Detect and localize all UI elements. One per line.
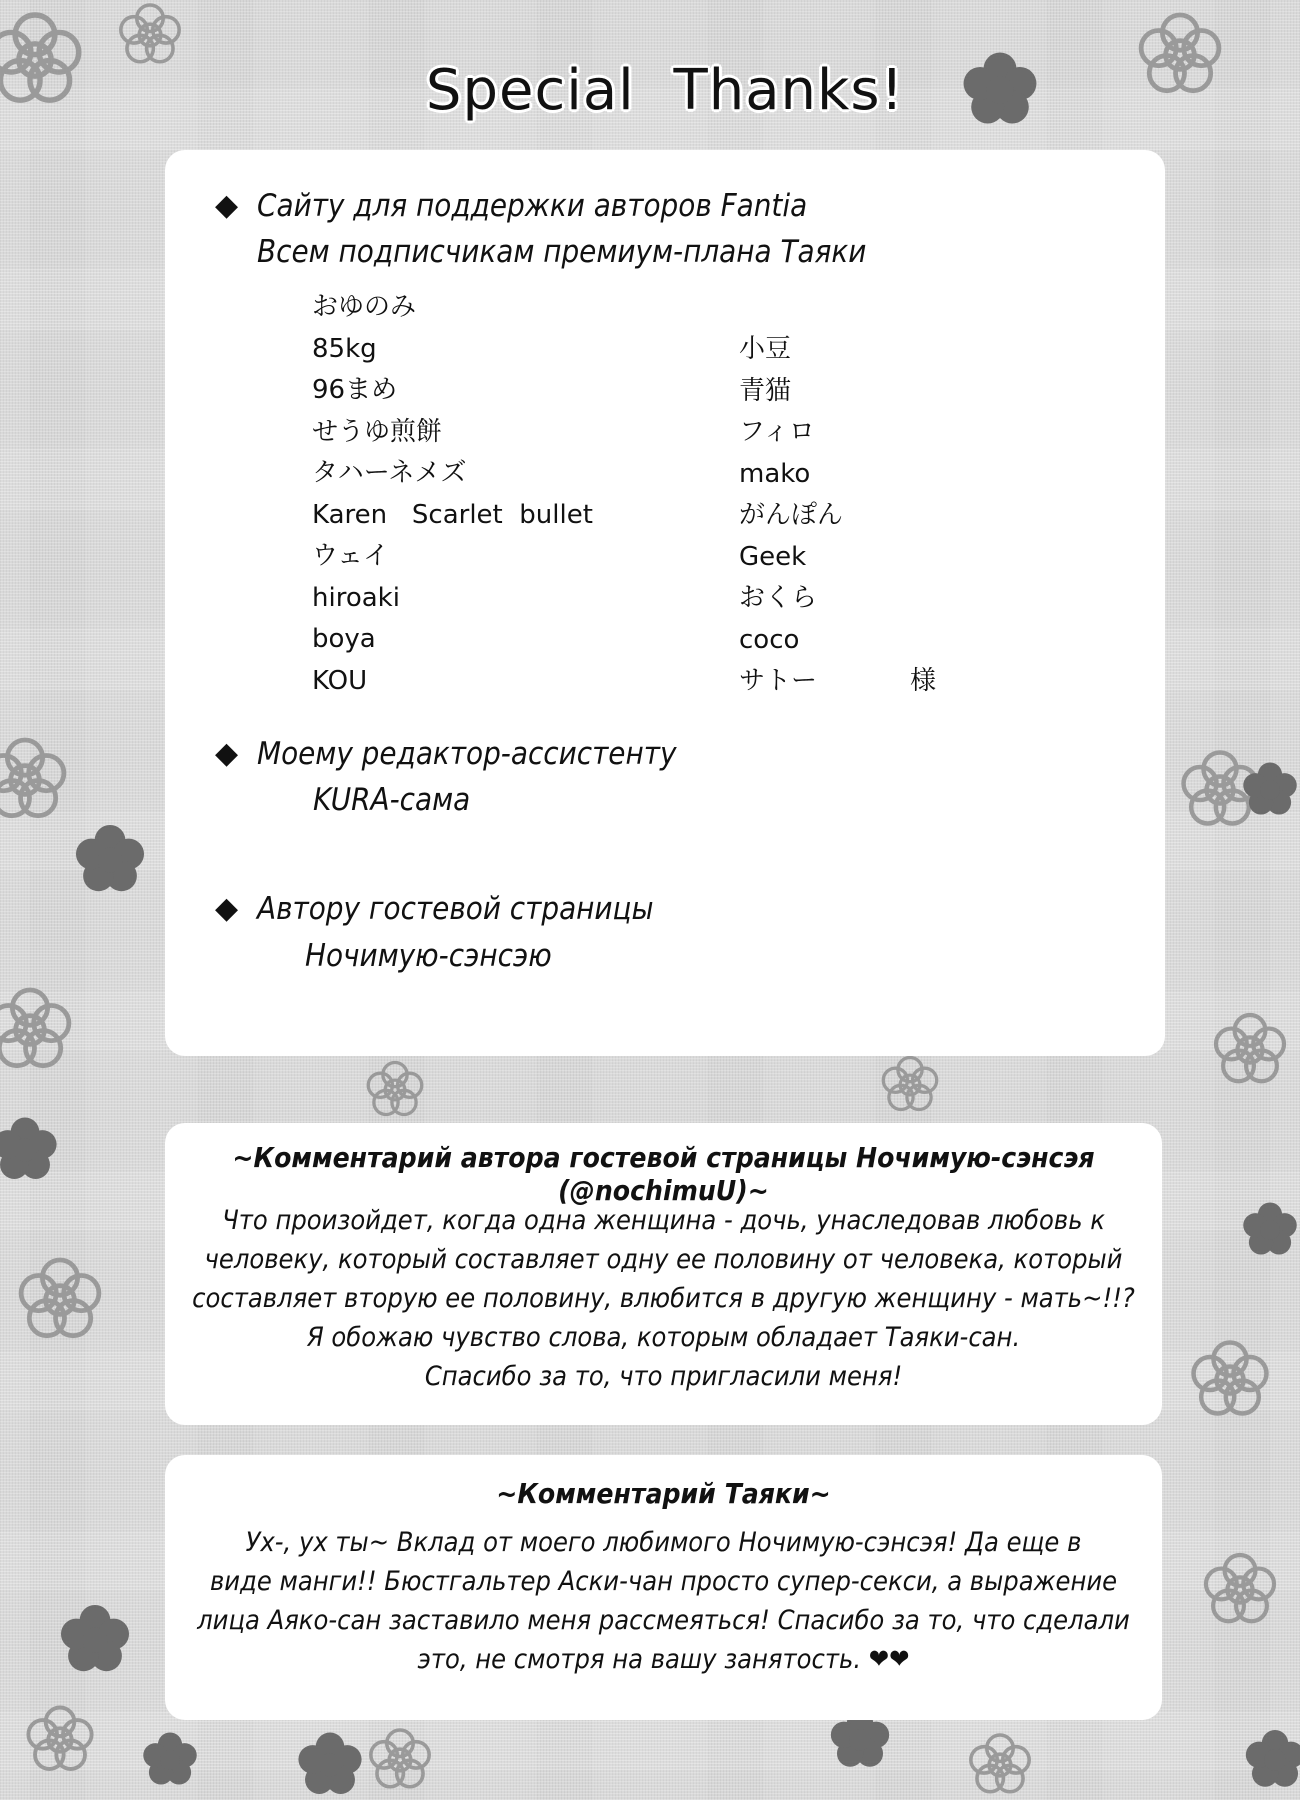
supporter-name: 小豆: [739, 334, 792, 364]
supporter-name: サトー: [739, 666, 818, 696]
editor-section-subheading: KURA-сама: [313, 782, 471, 818]
tayaki-comment-line: лица Аяко-сан заставило меня рассмеяться! Спасибо за то, что сделали: [197, 1605, 1130, 1636]
supporter-name: 85kg: [312, 333, 377, 364]
supporter-name: coco: [739, 624, 800, 655]
bullet-diamond-icon: ◆: [215, 188, 239, 223]
supporter-name: mako: [739, 458, 811, 489]
guest-author-comment-panel: [165, 1123, 1162, 1425]
supporter-name: おゆのみ: [312, 292, 417, 322]
supporter-name: Karen Scarlet bullet: [312, 499, 593, 530]
supporter-name: hiroaki: [312, 582, 400, 613]
supporter-name: Geek: [739, 541, 807, 572]
bullet-diamond-icon: ◆: [215, 891, 239, 926]
page-title: Special Thanks!: [425, 58, 905, 123]
tayaki-comment-line: это, не смотря на вашу занятость. ❤❤: [417, 1644, 910, 1675]
fantia-section-heading: Сайту для поддержки авторов Fantia: [257, 188, 808, 224]
tayaki-comment-line: Ух-, ух ты~ Вклад от моего любимого Ночимую-сэнсэя! Да еще в: [245, 1527, 1082, 1558]
guest-comment-line: составляет вторую ее половину, влюбится в другую женщину - мать~!!?: [192, 1283, 1135, 1314]
guest-comment-line: Что произойдет, когда одна женщина - дочь, унаследовав любовь к: [222, 1205, 1105, 1236]
guest-comment-body: [185, 1201, 1142, 1396]
tayaki-comment-panel: [165, 1455, 1162, 1720]
guest-comment-line: человеку, который составляет одну ее половину от человека, который: [204, 1244, 1123, 1275]
editor-section-heading: Моему редактор-ассистенту: [257, 736, 677, 772]
supporter-name: boya: [312, 624, 376, 654]
supporter-name: KOU: [312, 665, 368, 696]
supporter-name: がんぽん: [739, 500, 844, 530]
supporter-names-left-column: [312, 287, 593, 702]
guest-comment-title: ~Комментарий автора гостевой страницы Ночимую-сэнсэя (@nochimuU)~: [232, 1141, 1095, 1207]
supporter-name: タハーネメズ: [312, 458, 467, 488]
tayaki-comment-body: [185, 1523, 1142, 1679]
fantia-section-subheading: Всем подписчикам премиум-плана Таяки: [257, 234, 867, 270]
honorific-sama: 様: [910, 666, 937, 696]
supporter-name: フィロ: [739, 417, 815, 447]
bullet-diamond-icon: ◆: [215, 736, 239, 771]
supporter-names-right-column: [739, 329, 843, 703]
supporter-name: 青猫: [739, 375, 792, 406]
supporter-name: おくら: [739, 583, 818, 613]
guest-section-heading: Автору гостевой страницы: [257, 891, 654, 927]
guest-comment-line: Спасибо за то, что пригласили меня!: [424, 1361, 903, 1392]
supporter-name: せうゆ煎餅: [312, 416, 443, 447]
guest-section-subheading: Ночимую-сэнсэю: [305, 938, 552, 974]
supporter-name: ウェイ: [312, 541, 389, 571]
supporter-name: 96まめ: [312, 375, 398, 405]
tayaki-comment-line: виде манги!! Бюстгальтер Аски-чан просто супер-секси, а выражение: [209, 1566, 1118, 1597]
guest-comment-line: Я обожаю чувство слова, которым обладает Таяки-сан.: [306, 1322, 1021, 1353]
tayaki-comment-title: ~Комментарий Таяки~: [496, 1477, 831, 1510]
special-thanks-panel: [165, 150, 1165, 1056]
